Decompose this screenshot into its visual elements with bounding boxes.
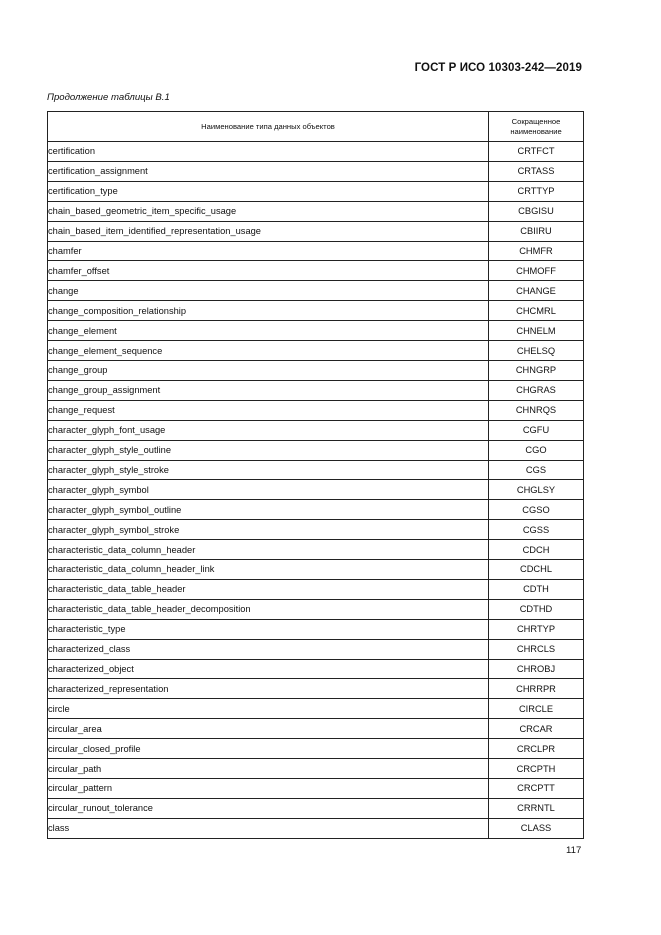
short-name-cell: CHNELM	[489, 321, 584, 341]
entity-type-name-cell: circular_pattern	[48, 779, 489, 799]
short-name-cell: CRCLPR	[489, 739, 584, 759]
short-name-cell: CHNRQS	[489, 400, 584, 420]
short-name-cell: CHGRAS	[489, 380, 584, 400]
table-header-row	[48, 112, 584, 142]
entity-type-name-cell: character_glyph_symbol_stroke	[48, 520, 489, 540]
table-row	[48, 321, 584, 341]
entity-type-name-cell: character_glyph_style_stroke	[48, 460, 489, 480]
table-row	[48, 440, 584, 460]
table-row	[48, 281, 584, 301]
short-name-cell: CHMFR	[489, 241, 584, 261]
table-row	[48, 142, 584, 162]
table-row	[48, 181, 584, 201]
column-header-abbreviation: Сокращенное наименование	[489, 112, 584, 142]
short-name-cell: CRRNTL	[489, 798, 584, 818]
entity-type-name-cell: change_element	[48, 321, 489, 341]
short-name-cell: CGSO	[489, 500, 584, 520]
entity-type-name-cell: change_group	[48, 360, 489, 380]
short-name-cell: CHMOFF	[489, 261, 584, 281]
short-name-cell: CIRCLE	[489, 699, 584, 719]
table-row	[48, 579, 584, 599]
short-name-cell: CHELSQ	[489, 341, 584, 361]
entity-type-name-cell: circular_closed_profile	[48, 739, 489, 759]
entity-type-name-cell: circle	[48, 699, 489, 719]
entity-type-name-cell: chain_based_geometric_item_specific_usage	[48, 201, 489, 221]
entity-type-name-cell: certification_assignment	[48, 161, 489, 181]
table-row	[48, 380, 584, 400]
entity-type-name-cell: circular_path	[48, 759, 489, 779]
table-row	[48, 798, 584, 818]
entity-type-name-cell: change_element_sequence	[48, 341, 489, 361]
table-continuation-caption: Продолжение таблицы В.1	[47, 92, 170, 103]
table-row	[48, 719, 584, 739]
page-number: 117	[566, 845, 582, 856]
short-name-cell: CHRCLS	[489, 639, 584, 659]
entity-type-name-cell: character_glyph_symbol_outline	[48, 500, 489, 520]
short-name-cell: CRTTYP	[489, 181, 584, 201]
short-name-cell: CHROBJ	[489, 659, 584, 679]
short-name-cell: CHRTYP	[489, 619, 584, 639]
table-row	[48, 261, 584, 281]
short-name-cell: CHRRPR	[489, 679, 584, 699]
short-name-cell: CHCMRL	[489, 301, 584, 321]
short-name-cell: CRCPTT	[489, 779, 584, 799]
entity-type-name-cell: characterized_representation	[48, 679, 489, 699]
table-row	[48, 699, 584, 719]
entity-type-name-cell: chamfer	[48, 241, 489, 261]
short-name-cell: CHANGE	[489, 281, 584, 301]
short-name-cell: CDCHL	[489, 560, 584, 580]
short-name-cell: CHNGRP	[489, 360, 584, 380]
table-row	[48, 520, 584, 540]
entity-type-name-cell: chamfer_offset	[48, 261, 489, 281]
entity-type-name-cell: circular_area	[48, 719, 489, 739]
short-name-cell: CBGISU	[489, 201, 584, 221]
table-row	[48, 818, 584, 838]
entity-type-name-cell: characteristic_data_table_header	[48, 579, 489, 599]
table-row	[48, 779, 584, 799]
entity-type-name-cell: character_glyph_style_outline	[48, 440, 489, 460]
entity-type-name-cell: change	[48, 281, 489, 301]
entity-type-name-cell: characteristic_data_column_header	[48, 540, 489, 560]
entity-type-name-cell: circular_runout_tolerance	[48, 798, 489, 818]
table-row	[48, 540, 584, 560]
short-name-cell: CRTFCT	[489, 142, 584, 162]
table-row	[48, 301, 584, 321]
table-row	[48, 400, 584, 420]
entity-type-name-cell: chain_based_item_identified_representation_usage	[48, 221, 489, 241]
entity-type-name-cell: certification	[48, 142, 489, 162]
entity-type-name-cell: certification_type	[48, 181, 489, 201]
short-name-cell: CDTH	[489, 579, 584, 599]
short-name-cell: CBIIRU	[489, 221, 584, 241]
short-name-cell: CGO	[489, 440, 584, 460]
table-row	[48, 560, 584, 580]
table-row	[48, 500, 584, 520]
entity-type-name-cell: characterized_object	[48, 659, 489, 679]
table-row	[48, 360, 584, 380]
table-row	[48, 599, 584, 619]
entity-type-name-cell: class	[48, 818, 489, 838]
entity-type-name-cell: characteristic_data_table_header_decomposition	[48, 599, 489, 619]
table-row	[48, 221, 584, 241]
entity-type-name-cell: characteristic_type	[48, 619, 489, 639]
table-body	[48, 142, 584, 839]
table-row	[48, 639, 584, 659]
table-row	[48, 759, 584, 779]
table-row	[48, 659, 584, 679]
table-row	[48, 161, 584, 181]
entity-type-name-cell: character_glyph_symbol	[48, 480, 489, 500]
short-name-cell: CRTASS	[489, 161, 584, 181]
short-name-cell: CHGLSY	[489, 480, 584, 500]
table-row	[48, 739, 584, 759]
table-row	[48, 679, 584, 699]
entity-type-name-cell: characteristic_data_column_header_link	[48, 560, 489, 580]
short-name-cell: CRCPTH	[489, 759, 584, 779]
short-name-cell: CGS	[489, 460, 584, 480]
table-row	[48, 241, 584, 261]
column-header-name: Наименование типа данных объектов	[48, 112, 489, 142]
table-row	[48, 420, 584, 440]
table-row	[48, 201, 584, 221]
data-types-table	[47, 111, 584, 839]
short-name-cell: CGSS	[489, 520, 584, 540]
table-row	[48, 460, 584, 480]
short-name-cell: CRCAR	[489, 719, 584, 739]
table-row	[48, 341, 584, 361]
entity-type-name-cell: characterized_class	[48, 639, 489, 659]
table-row	[48, 619, 584, 639]
short-name-cell: CDTHD	[489, 599, 584, 619]
entity-type-name-cell: change_group_assignment	[48, 380, 489, 400]
entity-type-name-cell: character_glyph_font_usage	[48, 420, 489, 440]
entity-type-name-cell: change_composition_relationship	[48, 301, 489, 321]
short-name-cell: CDCH	[489, 540, 584, 560]
short-name-cell: CLASS	[489, 818, 584, 838]
entity-type-name-cell: change_request	[48, 400, 489, 420]
document-id-header: ГОСТ Р ИСО 10303-242—2019	[414, 62, 582, 74]
table-row	[48, 480, 584, 500]
short-name-cell: CGFU	[489, 420, 584, 440]
